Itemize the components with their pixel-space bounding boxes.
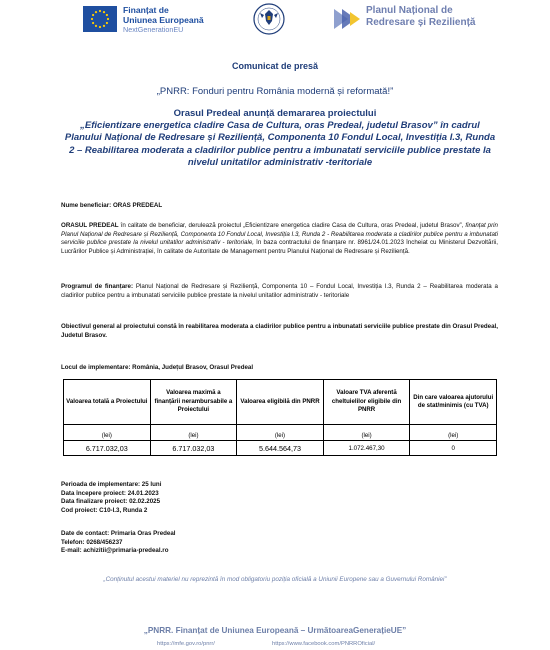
- slogan: „PNRR: Fonduri pentru România modernă și reformată!”: [156, 86, 394, 97]
- p3-text: Obiectivul general al proiectului constă în reabilitarea moderata a cladirilor publice pentru a inbunatati serviciile publice prestate din Orasul Predeal, Judetul Brasov.: [61, 323, 498, 339]
- table-unit-cell: (lei): [237, 425, 324, 441]
- table-value-cell: 6.717.032,03: [64, 441, 151, 456]
- p1-b: în baza contractului de finanțare nr. 8961/24.01.2023 încheiat cu Ministerul Dezvoltării, Lucrărilor Publice și Administrației, în calitate de Autoritate de Management pentru Planului Național de Redresare și Reziliență.: [61, 239, 498, 256]
- eu-funding-logo-text: [123, 5, 204, 35]
- p2-label: Programul de finanțare:: [61, 283, 134, 290]
- project-code: Cod proiect: C10-I.3, Runda 2: [61, 506, 148, 514]
- paragraph-funding-program: [61, 283, 498, 300]
- p1-a: în calitate de beneficiar, derulează proiectul „Eficientizare energetica cladire Casa de Cultura, oras Predeal, judetul Brasov”,: [118, 222, 464, 229]
- eu-line2: Uniunea Europeană: [123, 15, 204, 25]
- contact-email: E-mail: achizitii@primaria-predeal.ro: [61, 547, 169, 555]
- project-values-table: [63, 379, 497, 456]
- contact-phone: Telefon: 0268/456237: [61, 538, 123, 546]
- table-value-cell: 0: [410, 441, 497, 456]
- announce-heading: Orasul Predeal anunță demararea proiectului: [173, 108, 377, 119]
- p2-text: Planul Național de Redresare și Reziliență, Componenta 10 – Fondul Local, Investiția I.3, Runda 2 – Reabilitarea moderata a cladirilor publice pentru a imbunatati serviciile publice prestate la nivelul unitatilor administrativ - teritoriale: [61, 283, 499, 299]
- table-unit-cell: (lei): [64, 425, 151, 441]
- footer-slogan: „PNRR. Finanțat de Uniunea Europeană – UrmătoareaGenerațieUE”: [143, 626, 407, 635]
- table-value-cell: 1.072.467,30: [323, 441, 410, 456]
- pnrr-logo-icon: [332, 7, 362, 31]
- document-title: Comunicat de presă: [231, 61, 319, 71]
- paragraph-objective: [61, 323, 498, 340]
- project-title: „Eficientizare energetica cladire Casa de Cultura, oras Predeal, judetul Brasov” în cadrul Planului Național de Redresare și Reziliență, Componenta 10 Fondul Local, Investiția I.3, Runda 2 – Reabilitarea moderata a cladirilor publice pentru a imbunatati serviciile publice prestate la nivelul unitatilor administrativ -teritoriale: [64, 120, 496, 168]
- table-value-cell: 6.717.032,03: [150, 441, 237, 456]
- table-header-cell: Valoare TVA aferentă cheltuielilor eligibile din PNRR: [323, 380, 410, 425]
- contact-details: [61, 530, 176, 556]
- pnrr-logo-text: [366, 5, 476, 29]
- facebook-link[interactable]: https://www.facebook.com/PNRROficial/: [272, 641, 376, 647]
- p1-italic: finanțat prin Planul Național de Redresare și Reziliență, Componenta 10 Fondul Local, Investiția I.3, Runda 2 - Reabilitarea moderata a cladirilor publice pentru a imbunatati serviciile publice prestate la nivelul unitatilor administrativ - teritoriale,: [61, 222, 498, 247]
- p1-bold: ORASUL PREDEAL: [61, 222, 119, 229]
- table-row: [64, 425, 497, 441]
- end-date: Data finalizare proiect: 02.02.2025: [61, 498, 161, 506]
- table-header-cell: Valoarea maximă a finanțării nerambursabile a Proiectului: [150, 380, 237, 425]
- location-text: Locul de implementare: România, Județul Brasov, Orasul Predeal: [61, 364, 254, 371]
- beneficiary-value: ORAS PREDEAL: [112, 202, 163, 209]
- implementation-period: Perioada de implementare: 25 luni: [61, 481, 162, 488]
- table-header-cell: Valoarea eligibilă din PNRR: [237, 380, 324, 425]
- start-date: Data începere proiect: 24.01.2023: [61, 489, 159, 497]
- table-unit-cell: (lei): [150, 425, 237, 441]
- table-row: [64, 441, 497, 456]
- eu-line3: NextGenerationEU: [123, 25, 184, 34]
- disclaimer: „Conținutul acestui materiel nu reprezintă în mod obligatoriu poziția oficială a Uniunii Europene sau a Guvernului României”: [103, 576, 447, 583]
- mfe-link[interactable]: https://mfe.gov.ro/pnrr/: [157, 641, 215, 647]
- table-unit-cell: (lei): [323, 425, 410, 441]
- eu-flag-icon: [83, 6, 117, 32]
- beneficiary: [61, 202, 498, 211]
- table-header-row: [64, 380, 497, 425]
- implementation-location: [61, 364, 498, 373]
- project-dates: [61, 481, 161, 515]
- paragraph-project-description: [61, 222, 498, 257]
- beneficiary-label: Nume beneficiar:: [61, 202, 112, 209]
- government-emblem-icon: [253, 3, 285, 35]
- eu-line1: Finanțat de: [123, 5, 169, 15]
- contact-name: Date de contact: Primaria Oras Predeal: [61, 530, 176, 537]
- pnrr-line1: Planul Național de: [366, 5, 453, 16]
- pnrr-line2: Redresare și Reziliență: [366, 17, 476, 28]
- table-unit-cell: (lei): [410, 425, 497, 441]
- table-header-cell: Din care valoarea ajutorului de stat/minimis (cu TVA): [410, 380, 497, 425]
- table-header-cell: Valoarea totală a Proiectului: [64, 380, 151, 425]
- table-value-cell: 5.644.564,73: [237, 441, 324, 456]
